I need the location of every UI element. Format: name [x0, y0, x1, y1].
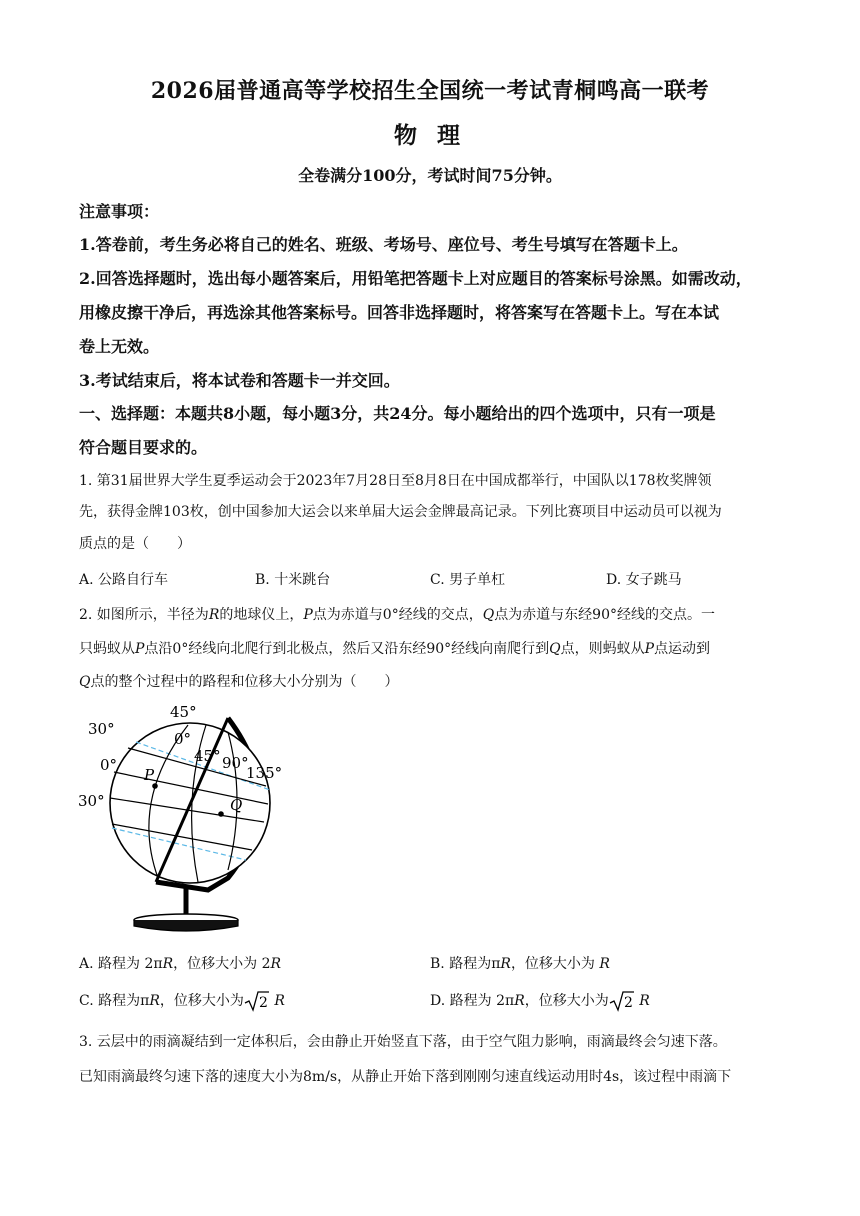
label-lon0: 0°	[174, 730, 192, 748]
var-p: P	[644, 641, 655, 657]
globe-figure	[78, 700, 288, 940]
q2-option-d: D. 路程为 2πR，位移大小为 2 R	[430, 990, 650, 1012]
globe-stand	[134, 886, 238, 931]
section-heading: 一、选择题：本题共8小题，每小题3分，共24分。每小题给出的四个选项中，只有一项是	[79, 404, 716, 423]
notice-heading: 注意事项：	[79, 202, 160, 221]
q2-option-b: B. 路程为πR，位移大小为 R	[430, 956, 610, 972]
q3-stem-line-2: 已知雨滴最终匀速下落的速度大小为8m/s，从静止开始下落到刚刚匀速直线运动用时4s，该过程中雨滴下	[79, 1069, 732, 1085]
notice-item-1: 1.答卷前，考生务必将自己的姓名、班级、考场号、座位号、考生号填写在答题卡上。	[79, 235, 688, 254]
q2-stem-line-1: 2. 如图所示，半径为R的地球仪上，P点为赤道与0°经线的交点，Q点为赤道与东经90°经线的交点。一	[79, 607, 716, 623]
notice-item-3: 3.考试结束后，将本试卷和答题卡一并交回。	[79, 371, 400, 390]
var-q: Q	[482, 607, 495, 623]
var-p: P	[135, 641, 145, 657]
point-p-dot	[152, 783, 158, 789]
q1-option-b: B. 十米跳台	[255, 572, 331, 588]
q2-stem-line-3: Q点的整个过程中的路程和位移大小分别为（ ）	[79, 674, 399, 690]
q1-option-a: A. 公路自行车	[79, 572, 169, 588]
q1-option-d: D. 女子跳马	[606, 572, 682, 588]
section-heading-cont: 符合题目要求的。	[79, 438, 208, 457]
notice-item-2-cont: 用橡皮擦干净后，再选涂其他答案标号。回答非选择题时，将答案写在答题卡上。写在本试	[79, 303, 720, 322]
label-q: Q	[230, 796, 243, 814]
q2-option-c: C. 路程为πR，位移大小为 2 R	[79, 990, 285, 1012]
var-p: P	[303, 607, 313, 623]
q2-options-row-1	[79, 953, 784, 975]
sqrt-sign	[609, 990, 635, 1012]
svg-text:2: 2	[623, 995, 633, 1011]
q3-stem-line-1: 3. 云层中的雨滴凝结到一定体积后，会由静止开始竖直下落，由于空气阻力影响，雨滴最终会匀速下落。	[79, 1034, 727, 1050]
label-lat30-bottom: 30°	[78, 792, 105, 810]
q1-option-c: C. 男子单杠	[430, 572, 506, 588]
score-time-note: 全卷满分100分，考试时间75分钟。	[298, 166, 562, 185]
label-lon135: 135°	[246, 764, 283, 782]
notice-item-2: 2.回答选择题时，选出每小题答案后，用铅笔把答题卡上对应题目的答案标号涂黑。如需改动，	[79, 269, 752, 288]
label-lat30-top: 30°	[88, 720, 115, 738]
subject-title: 物 理	[393, 122, 466, 149]
notice-item-2-end: 卷上无效。	[79, 337, 160, 356]
label-lon90: 90°	[222, 754, 249, 772]
sqrt-sign	[244, 990, 270, 1012]
q2-option-a: A. 路程为 2πR，位移大小为 2R	[79, 956, 282, 972]
q1-options	[79, 569, 784, 591]
label-lon45: 45°	[194, 747, 221, 765]
q1-stem-line-3: 质点的是（ ）	[79, 536, 191, 552]
label-p: P	[144, 766, 155, 784]
svg-text:2: 2	[258, 995, 268, 1011]
q2-options-row-2	[79, 990, 784, 1016]
q2-stem-line-2: 只蚂蚁从P点沿0°经线向北爬行到北极点，然后又沿东经90°经线向南爬行到Q点，则蚂蚁从P点运动到	[79, 641, 711, 657]
var-r: R	[208, 607, 220, 623]
label-lon45-top: 45°	[170, 703, 197, 721]
var-q: Q	[79, 674, 91, 690]
q1-stem-line-1: 1. 第31届世界大学生夏季运动会于2023年7月28日至8月8日在中国成都举行，中国队以178枚奖牌领	[79, 473, 712, 489]
var-q: Q	[549, 641, 561, 657]
point-q-dot	[218, 811, 224, 817]
exam-title: 2026届普通高等学校招生全国统一考试青桐鸣高一联考	[150, 78, 710, 104]
q1-stem-line-2: 先，获得金牌103枚，创中国参加大运会以来单届大运会金牌最高记录。下列比赛项目中运动员可以视为	[79, 504, 722, 520]
label-lat0: 0°	[100, 756, 118, 774]
